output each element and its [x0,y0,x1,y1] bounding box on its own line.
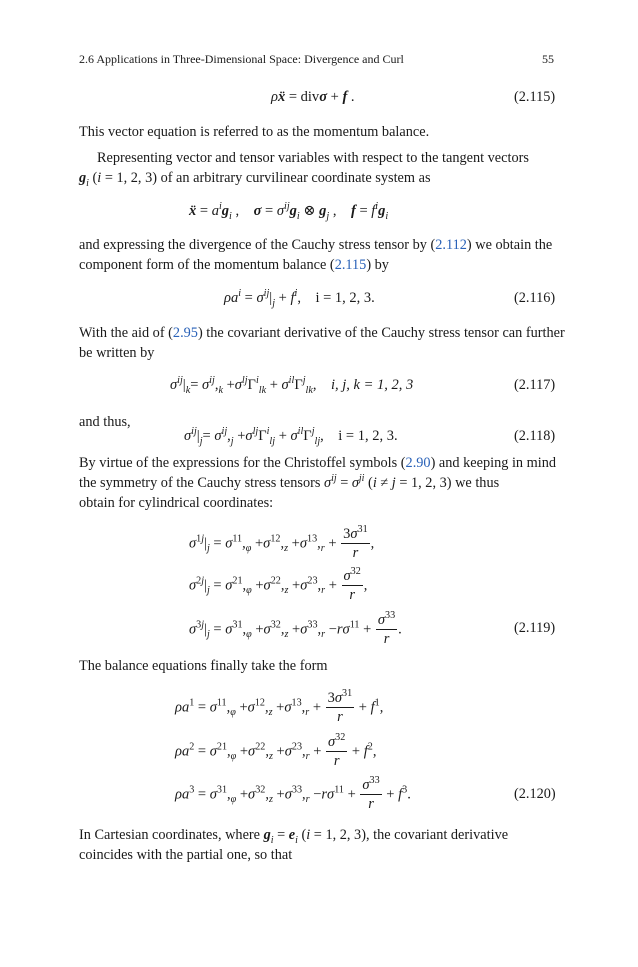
text-segment: we thus [455,475,500,491]
running-header-section: 2.6 Applications in Three-Dimensional Space: Divergence and Curl [79,52,404,66]
equation-range: i = 1, 2, 3. [315,290,375,306]
paragraph-cartesian-line2: coincides with the partial one, so that [79,847,293,863]
equation-2-120-row2: $\rho a^2 = \sigma^{21},_\varphi +\sigma^{22},_z +\sigma^{23},_r$ + $\frac{\sigma^{32}}{r}$ + $f^2$, [175,732,377,769]
paragraph-by-virtue-line3: obtain for cylindrical coordinates: [79,495,274,511]
reference-link-2-115[interactable]: 2.115 [334,257,367,273]
equation-2-118: $\sigma^{ij}|_j= \sigma^{ij},_j +\sigma^{lj}\Gamma^i_{lj} + \sigma^{il}\Gamma^j_{lj}$, i = 1, 2, 3. [184,426,398,447]
reference-link-2-90[interactable]: 2.90 [405,455,431,471]
equation-range: i, j, k = 1, 2, 3 [330,377,414,393]
equation-2-120-row3: $\rho a^3 = \sigma^{31},_\varphi +\sigma^{32},_z +\sigma^{33},_r -r\sigma^{11}$ + $\frac{\sigma^{33}}{r}$ + $f^3$. [175,775,411,812]
equation-number-2-116: (2.116) [514,290,556,306]
paragraph-by-virtue-line2: the symmetry of the Cauchy stress tensors $\sigma^{ij} = \sigma^{ji}$ (i ≠ j = 1, 2, 3) we thus [79,473,500,491]
page-number: 55 [542,52,554,66]
text-segment: ) the covariant derivative of the Cauchy stress tensor can further [197,325,565,341]
equation-number-2-120: (2.120) [514,786,556,802]
paragraph-with-aid-line2: be written by [79,345,155,361]
equation-2-116: $\rho a^i = \sigma^{ij}|_j + f^i$, i = 1, 2, 3. [224,288,375,309]
paragraph-expressing-line2 [79,255,561,276]
text-segment: the covariant derivative [373,827,509,843]
text-segment: component form of the momentum balance ( [79,257,335,273]
reference-link-2-95[interactable]: 2.95 [172,325,198,341]
text-segment: ) by [366,257,389,273]
text-segment: the symmetry of the Cauchy stress tensors [79,475,321,491]
text-segment: ) we obtain the [466,237,553,253]
equation-number-2-117: (2.117) [514,377,556,393]
equation-2-119-row2: $\sigma^{2j}|_j = \sigma^{21},_\varphi +\sigma^{22},_z +\sigma^{23},_r$ + $\frac{\sigma^{32}}{r}$ , [189,566,368,603]
paragraph-with-aid-line1 [79,323,565,344]
paragraph-and-thus: and thus, [79,414,131,430]
equation-2-117: $\sigma^{ij}|_k= \sigma^{ij},_k +\sigma^{lj}\Gamma^i_{lk} + \sigma^{il}\Gamma^j_{lk}$, i, j, k = 1, 2, 3 [170,375,414,396]
reference-link-2-112[interactable]: 2.112 [435,237,467,253]
paragraph-by-virtue-line1 [79,453,561,474]
equation-number-2-119: (2.119) [514,620,556,636]
equation-number-2-118: (2.118) [514,428,556,444]
text-segment: ) and keeping in mind [430,455,557,471]
equation-representation: ẍ = $a^ig_i$ , $\sigma = \sigma^{ij}g_i$ ⊗ $g_j$ , $f = f^ig_i$ [189,201,389,222]
text-segment: With the aid of ( [79,325,173,341]
text-segment: In Cartesian coordinates, where [79,827,261,843]
paragraph-representing-line1: Representing vector and tensor variables with respect to the tangent vectors [97,150,529,166]
paragraph-expressing-line1 [79,235,561,256]
paragraph-cartesian-line1: In Cartesian coordinates, where $g_i = e_i$ (i = 1, 2, 3), the covariant derivative [79,827,509,846]
equation-2-115: ρẍ = divσ + f . [271,89,355,105]
equation-range: i = 1, 2, 3. [338,428,398,444]
paragraph-momentum-balance: This vector equation is referred to as the momentum balance. [79,124,430,140]
equation-2-120-row1: $\rho a^1 = \sigma^{11},_\varphi +\sigma^{12},_z +\sigma^{13},_r$ + $\frac{3\sigma^{31}}{r}$ + $f^1$, [175,688,384,725]
paragraph-representing-line2: $g_i$ (i = 1, 2, 3) of an arbitrary curvilinear coordinate system as [79,170,431,189]
paragraph-balance-equations: The balance equations finally take the form [79,658,328,674]
equation-number-2-115: (2.115) [514,89,556,105]
text-segment: By virtue of the expressions for the Christoffel symbols ( [79,455,406,471]
equation-2-119-row1: $\sigma^{1j}|_j = \sigma^{11},_\varphi +\sigma^{12},_z +\sigma^{13},_r$ + $\frac{3\sigma^{31}}{r}$ , [189,524,375,561]
text-segment: and expressing the divergence of the Cauchy stress tensor by ( [79,237,436,253]
paragraph-representing-suffix: of an arbitrary curvilinear coordinate system as [160,170,431,186]
equation-2-119-row3: $\sigma^{3j}|_j = \sigma^{31},_\varphi +\sigma^{32},_z +\sigma^{33},_r -r\sigma^{11}$ + $\frac{\sigma^{33}}{r}$ . [189,610,402,647]
